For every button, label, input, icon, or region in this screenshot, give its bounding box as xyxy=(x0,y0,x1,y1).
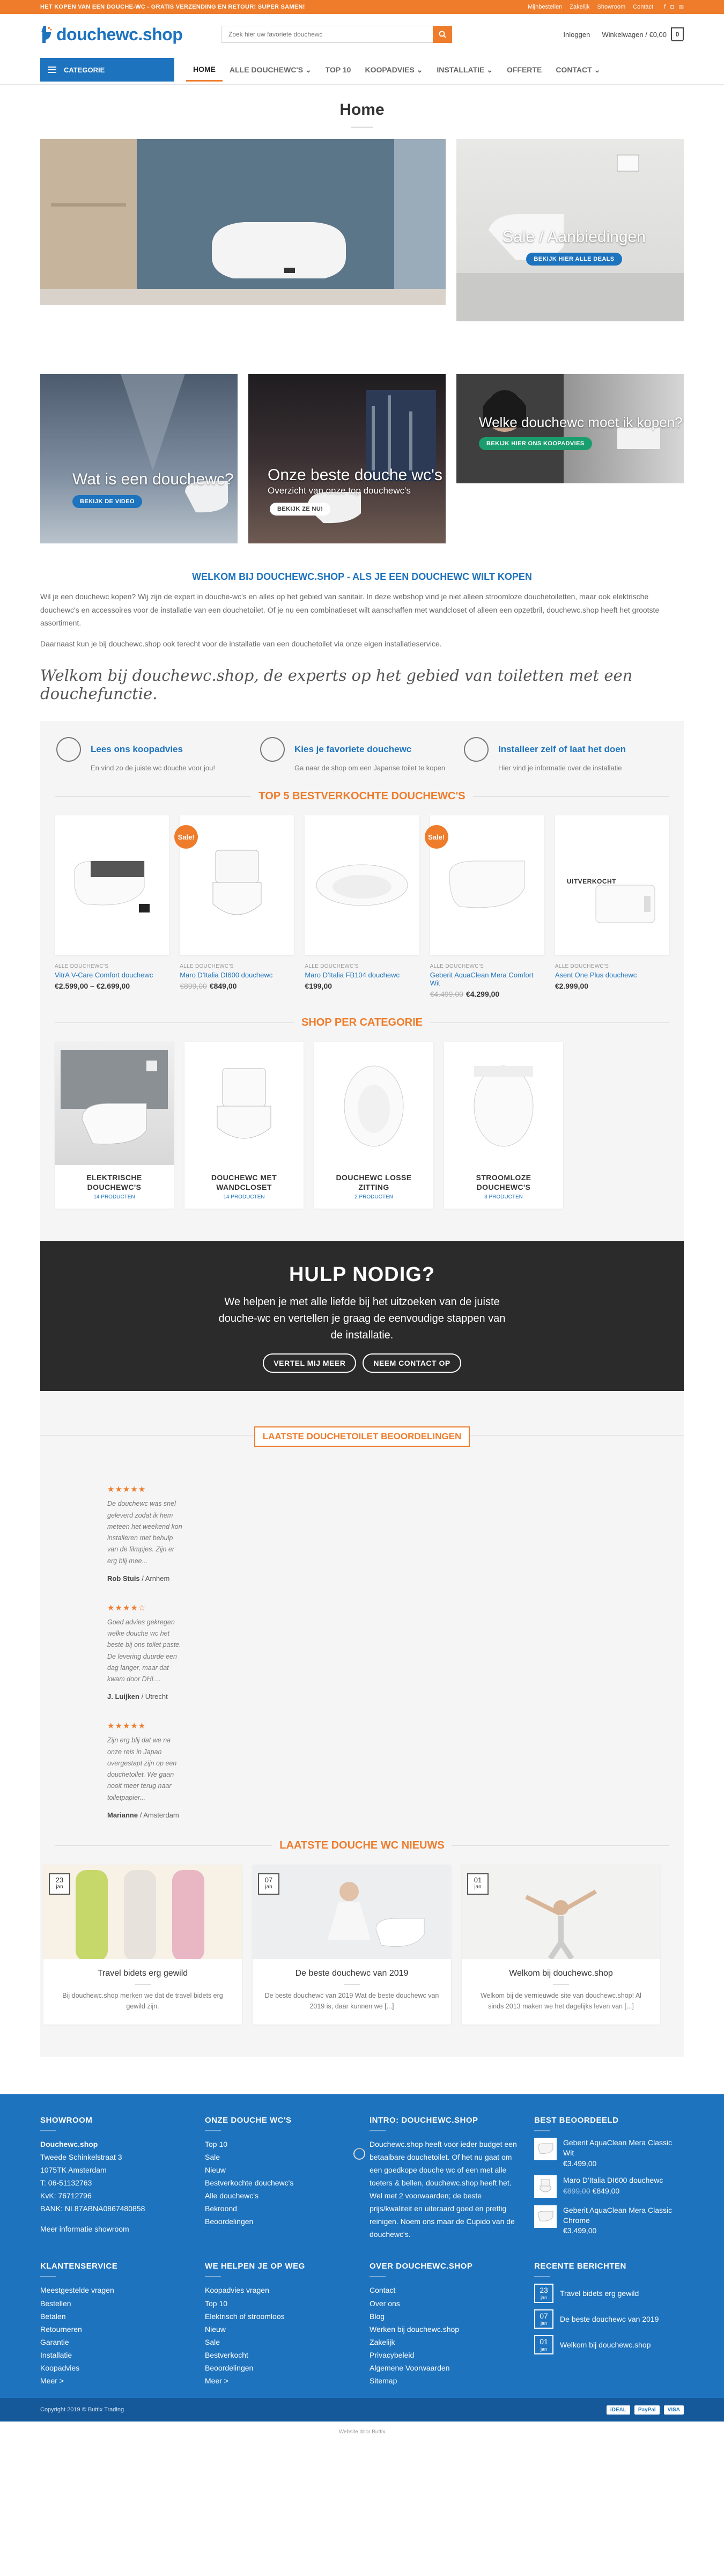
product-card[interactable] xyxy=(430,815,544,998)
payment-icons xyxy=(607,2405,684,2415)
category-image xyxy=(444,1042,563,1165)
feature-install[interactable] xyxy=(464,737,668,772)
new-price: €849,00 xyxy=(209,982,237,990)
nav-contact[interactable] xyxy=(549,58,607,82)
hero-main-image[interactable] xyxy=(40,139,446,305)
review-item xyxy=(107,1603,182,1701)
nav-home[interactable]: HOME xyxy=(186,58,223,82)
chevron-down-icon: ⌄ xyxy=(594,65,601,74)
footer-link[interactable]: Sale xyxy=(205,2337,220,2346)
review-author: J. Luijken xyxy=(107,1692,139,1701)
copyright-text: Copyright 2019 © Buttix Trading xyxy=(40,2406,124,2413)
woman-toilet-photo xyxy=(253,1865,451,1959)
footer xyxy=(0,2094,724,2398)
footer-link[interactable]: Beoordelingen xyxy=(205,2363,254,2372)
footer-link[interactable]: Contact xyxy=(370,2286,396,2295)
star-rating: ★★★★☆ xyxy=(107,1603,146,1613)
footer-link[interactable]: Betalen xyxy=(40,2312,66,2321)
footer-text: KvK: 76712796 xyxy=(40,2191,92,2200)
sale-deals-button[interactable]: BEKIJK HIER ALLE DEALS xyxy=(526,253,622,266)
footer-showroom xyxy=(40,2116,189,2243)
category-count: 3 PRODUCTEN xyxy=(484,1194,523,1201)
news-image xyxy=(43,1865,242,1959)
footer-link[interactable]: Garantie xyxy=(40,2337,69,2346)
footer-heading: KLANTENSERVICE xyxy=(40,2262,118,2271)
product-image[interactable] xyxy=(555,815,669,955)
news-month: jan xyxy=(56,1884,63,1890)
intro-section xyxy=(40,571,684,703)
post-title: De beste douchewc van 2019 xyxy=(560,2315,659,2324)
feature-title: Installeer zelf of laat het doen xyxy=(498,744,626,754)
hero-banners xyxy=(40,139,684,557)
category-count: 2 PRODUCTEN xyxy=(354,1194,393,1201)
review-place: / Utrecht xyxy=(139,1692,168,1701)
feature-advice[interactable] xyxy=(56,737,260,772)
old-price: €899,00 xyxy=(563,2186,590,2195)
product-price: €2.599,00 – €2.699,00 xyxy=(55,982,130,990)
news-day: 07 xyxy=(264,1875,273,1884)
nav-contact-label: CONTACT xyxy=(556,65,592,74)
nav-all-douchewcs[interactable] xyxy=(223,58,319,82)
toilet-image xyxy=(61,1050,168,1157)
footer-link[interactable]: Installatie xyxy=(40,2350,72,2359)
news-image xyxy=(462,1865,660,1959)
footer-about xyxy=(370,2262,518,2387)
footer-heading: INTRO: DOUCHEWC.SHOP xyxy=(370,2115,478,2125)
product-card[interactable] xyxy=(180,815,294,998)
contact-button[interactable]: NEEM CONTACT OP xyxy=(363,1353,461,1373)
circle-icon xyxy=(464,737,489,762)
nav-all-label: ALLE DOUCHEWC'S xyxy=(230,65,304,74)
tagline: Welkom bij douchewc.shop, de experts op het gebied van toiletten met een douchefunctie. xyxy=(40,666,633,703)
news-title[interactable]: De beste douchewc van 2019 xyxy=(295,1968,409,1978)
footer-link[interactable]: Alle douchewc's xyxy=(205,2191,258,2200)
post-day: 07 xyxy=(540,2312,548,2321)
reviews-list xyxy=(107,1484,182,1819)
review-author: Rob Stuis xyxy=(107,1574,140,1583)
footer-text: 1075TK Amsterdam xyxy=(40,2166,107,2175)
category-image xyxy=(314,1042,433,1165)
footer-intro xyxy=(370,2116,518,2243)
bestsellers-heading: TOP 5 BESTVERKOCHTE DOUCHEWC'S xyxy=(258,790,466,802)
post-date xyxy=(534,2309,553,2329)
feature-choose[interactable] xyxy=(260,737,464,772)
footer-best-rated xyxy=(534,2116,683,2243)
product-name[interactable]: Maro D'Italia DI600 douchewc xyxy=(180,971,273,979)
footer-product-name: Geberit AquaClean Mera Classic Wit xyxy=(563,2138,673,2157)
divider xyxy=(55,1845,272,1846)
email-icon[interactable]: ✉ xyxy=(678,4,684,11)
category-image xyxy=(184,1042,304,1165)
category-count: 14 PRODUCTEN xyxy=(223,1194,265,1201)
new-price: €4.299,00 xyxy=(466,990,500,998)
product-price: €2.999,00 xyxy=(555,982,589,990)
page-title: Home xyxy=(339,101,385,119)
footer-link[interactable]: Sitemap xyxy=(370,2376,397,2385)
footer-link[interactable]: Bekroond xyxy=(205,2204,237,2213)
footer-link[interactable]: Nieuw xyxy=(205,2324,226,2334)
product-grid xyxy=(55,815,669,998)
footer-product[interactable] xyxy=(534,2205,683,2235)
footer-link[interactable]: Meer > xyxy=(205,2376,228,2385)
footer-service xyxy=(40,2262,189,2387)
footer-link[interactable]: Algemene Voorwaarden xyxy=(370,2363,450,2372)
footer-heading: BEST BEOORDEELD xyxy=(534,2115,619,2125)
footer-text: BANK: NL87ABNA0867480858 xyxy=(40,2204,145,2213)
promo-text: HET KOPEN VAN EEN DOUCHE-WC - GRATIS VERZENDING EN RETOUR! SUPER SAMEN! xyxy=(40,4,305,10)
footer-product-name: Geberit AquaClean Mera Classic Chrome xyxy=(563,2205,673,2225)
news-date xyxy=(467,1873,489,1895)
menu-icon xyxy=(48,67,56,73)
intro-paragraph-2: Daarnaast kun je bij douchewc.shop ook terecht voor de installatie van een douchetoilet via onze eigen installatieservice. xyxy=(40,639,442,648)
review-item xyxy=(107,1484,182,1583)
feature-text: En vind zo de juiste wc douche voor jou! xyxy=(91,764,215,772)
footer-post[interactable] xyxy=(534,2335,683,2354)
footer-recent-posts xyxy=(534,2262,683,2387)
post-day: 01 xyxy=(540,2337,548,2346)
help-title: HULP NODIG? xyxy=(289,1263,435,1286)
post-month: jan xyxy=(540,2346,547,2352)
toilet-image xyxy=(439,848,535,923)
top-links xyxy=(528,4,684,11)
product-name[interactable]: Geberit AquaClean Mera Comfort Wit xyxy=(430,971,534,987)
grey-content-area xyxy=(40,721,684,2057)
footer-link[interactable]: Meestgestelde vragen xyxy=(40,2286,114,2295)
site-logo[interactable] xyxy=(40,25,196,45)
search-icon xyxy=(439,31,446,38)
top-link-showroom[interactable]: Showroom xyxy=(597,4,626,10)
cart-link[interactable] xyxy=(602,27,684,41)
toilet-seat-image xyxy=(564,880,660,933)
logo-text: douchewc.shop xyxy=(56,24,183,44)
news-date xyxy=(49,1873,70,1895)
footer-link[interactable]: Nieuw xyxy=(205,2166,226,2175)
news-excerpt: De beste douchewc van 2019 Wat de beste douchewc van 2019 is, daar kunnen we [...] xyxy=(264,1991,439,2010)
footer-link[interactable]: Beoordelingen xyxy=(205,2217,254,2226)
footer-link[interactable]: Retourneren xyxy=(40,2324,82,2334)
feature-text: Ga naar de shop om een Japanse toilet te kopen xyxy=(294,764,446,772)
toilet-seat-image xyxy=(334,1055,414,1152)
post-day: 23 xyxy=(540,2286,548,2295)
footer-link[interactable]: Top 10 xyxy=(205,2299,228,2308)
category-name: DOUCHEWC MET WANDCLOSET xyxy=(211,1173,277,1192)
menu xyxy=(186,58,607,82)
product-price xyxy=(180,982,294,990)
news-date xyxy=(258,1873,279,1895)
footer-link[interactable]: Koopadvies xyxy=(40,2363,80,2372)
category-card[interactable] xyxy=(184,1042,304,1209)
news-card[interactable] xyxy=(462,1865,660,2025)
footer-link[interactable]: Over ons xyxy=(370,2299,400,2308)
footer-link[interactable]: Werken bij douchewc.shop xyxy=(370,2324,460,2334)
title-divider xyxy=(351,127,373,128)
footer-link[interactable]: Koopadvies vragen xyxy=(205,2286,269,2295)
post-date xyxy=(534,2335,553,2354)
footer-link[interactable]: Privacybeleid xyxy=(370,2350,415,2359)
old-price: €899,00 xyxy=(180,982,207,990)
nav-koopadvies[interactable] xyxy=(358,58,430,82)
divider xyxy=(55,1022,294,1023)
footer-products xyxy=(205,2116,353,2243)
nav-installatie-label: INSTALLATIE xyxy=(437,65,485,74)
post-title: Travel bidets erg gewild xyxy=(560,2289,639,2298)
category-count: 14 PRODUCTEN xyxy=(93,1194,135,1201)
product-image[interactable] xyxy=(180,815,294,955)
header xyxy=(0,14,724,55)
what-video-button[interactable]: BEKIJK DE VIDEO xyxy=(72,495,142,508)
footer-link[interactable]: Bestverkocht xyxy=(205,2350,248,2359)
category-name: STROOMLOZE DOUCHEWC'S xyxy=(476,1173,531,1192)
footer-link[interactable]: Top 10 xyxy=(205,2139,228,2148)
feature-title: Lees ons koopadvies xyxy=(91,744,183,754)
search-input[interactable] xyxy=(221,26,433,43)
facebook-icon[interactable]: f xyxy=(664,3,666,10)
top-link-contact[interactable]: Contact xyxy=(633,4,654,10)
footer-heading: OVER DOUCHEWC.SHOP xyxy=(370,2262,473,2271)
nav-offerte[interactable]: OFFERTE xyxy=(506,65,542,74)
footer-link[interactable]: Bestellen xyxy=(40,2299,71,2308)
footer-link[interactable]: Meer > xyxy=(40,2376,64,2385)
product-category: ALLE DOUCHEWC'S xyxy=(55,963,109,969)
post-month: jan xyxy=(540,2295,547,2301)
product-name[interactable]: Maro D'Italia FB104 douchewc xyxy=(305,971,400,979)
social-icons xyxy=(664,4,684,11)
product-price: €199,00 xyxy=(305,982,333,990)
credit-text: Website door Buttix xyxy=(338,2429,386,2435)
footer-product[interactable] xyxy=(534,2175,683,2198)
hero-best-tile[interactable] xyxy=(248,374,446,543)
product-card[interactable] xyxy=(555,815,669,998)
category-card[interactable] xyxy=(55,1042,174,1209)
category-name: DOUCHEWC LOSSE ZITTING xyxy=(336,1173,412,1192)
sale-title: Sale / Aanbiedingen xyxy=(503,228,646,246)
news-day: 23 xyxy=(55,1875,64,1884)
intro-heading: WELKOM BIJ DOUCHEWC.SHOP - ALS JE EEN DOUCHEWC WILT KOPEN xyxy=(192,571,532,582)
product-card[interactable] xyxy=(305,815,419,998)
woman-stretching-photo xyxy=(462,1865,660,1959)
product-thumb xyxy=(534,2205,557,2228)
product-category: ALLE DOUCHEWC'S xyxy=(305,963,359,969)
product-price xyxy=(430,990,544,998)
review-place: / Amsterdam xyxy=(138,1810,179,1819)
header-account xyxy=(563,27,684,41)
divider xyxy=(452,1845,669,1846)
footer-link[interactable]: Meer informatie showroom xyxy=(40,2225,129,2234)
what-title: Wat is een douchewc? xyxy=(72,470,234,488)
review-author: Marianne xyxy=(107,1810,138,1819)
best-title: Onze beste douche wc's xyxy=(268,466,442,484)
news-excerpt: Bij douchewc.shop merken we dat de travel bidets erg gewild zijn. xyxy=(62,1991,223,2010)
news-card[interactable] xyxy=(253,1865,451,2025)
categories-heading: SHOP PER CATEGORIE xyxy=(301,1017,423,1028)
toilet-seat-image xyxy=(463,1055,544,1152)
news-grid xyxy=(40,1865,684,2025)
product-name[interactable]: VitrA V-Care Comfort douchewc xyxy=(55,971,153,979)
feature-title: Kies je favoriete douchewc xyxy=(294,744,412,754)
top-link-business[interactable]: Zakelijk xyxy=(570,4,590,10)
feature-text: Hier vind je informatie over de installatie xyxy=(498,764,622,772)
bestsellers-header xyxy=(55,790,669,803)
instagram-icon[interactable]: ◘ xyxy=(670,3,674,10)
footer-row-1 xyxy=(40,2116,684,2243)
chevron-down-icon: ⌄ xyxy=(486,65,493,74)
footer-product[interactable] xyxy=(534,2138,683,2168)
nav-installatie[interactable] xyxy=(430,58,500,82)
reviews-header xyxy=(40,1426,684,1447)
footer-text: Douchewc.shop heeft voor ieder budget een betaalbare douchetoilet. Of het nu gaat om een goedkope douche wc of een met alle toeters & bellen, douchewc.shop heeft het. Wel met 2 voorwaarden; de beste prijs/kwaliteit en uiteraard goed en prettig reinigen. Noem ons maar de Cupido van de douchewc's. xyxy=(370,2139,517,2239)
footer-product-price: €3.499,00 xyxy=(563,2159,597,2168)
hero-which-tile[interactable] xyxy=(456,374,684,483)
divider xyxy=(55,796,251,797)
best-subtitle: Overzicht van onze top douchewc's xyxy=(268,485,411,496)
sale-badge: Sale! xyxy=(174,825,198,849)
product-category: ALLE DOUCHEWC'S xyxy=(180,963,234,969)
footer-text: T: 06-51132763 xyxy=(40,2178,92,2188)
best-photo xyxy=(248,374,446,543)
top-bar xyxy=(0,0,724,14)
features-row xyxy=(40,732,684,772)
footer-link[interactable]: Bestverkochte douchewc's xyxy=(205,2178,294,2188)
product-category: ALLE DOUCHEWC'S xyxy=(555,963,609,969)
best-see-button[interactable]: BEKIJK ZE NU! xyxy=(270,503,330,516)
footer-link[interactable]: Zakelijk xyxy=(370,2337,395,2346)
review-text: Goed advies gekregen welke douche wc het beste bij ons toilet paste. De levering duurde een dag langer, maar dat kwam door DHL... xyxy=(107,1618,181,1683)
old-price: €4.499,00 xyxy=(430,990,463,998)
logo-toilet-icon xyxy=(40,25,53,44)
news-title[interactable]: Welkom bij douchewc.shop xyxy=(509,1968,613,1978)
product-image[interactable] xyxy=(430,815,544,955)
post-month: jan xyxy=(540,2321,547,2327)
news-image xyxy=(253,1865,451,1959)
footer-link[interactable]: Elektrisch of stroomloos xyxy=(205,2312,285,2321)
product-image[interactable] xyxy=(305,815,419,955)
nav-top10[interactable]: TOP 10 xyxy=(325,65,351,74)
which-advice-button[interactable]: BEKIJK HIER ONS KOOPADVIES xyxy=(479,437,592,450)
help-text: We helpen je met alle liefde bij het uitzoeken van de juiste douche-wc en vertellen je graag de eenvoudige stappen van de installatie. xyxy=(218,1296,506,1342)
footer-link[interactable]: Blog xyxy=(370,2312,385,2321)
cart-count: 0 xyxy=(671,27,684,41)
categories-header xyxy=(55,1017,669,1029)
toilet-image xyxy=(200,840,275,931)
footer-heading: ONZE DOUCHE WC'S xyxy=(205,2115,292,2125)
product-category: ALLE DOUCHEWC'S xyxy=(430,963,484,969)
sale-badge: Sale! xyxy=(425,825,448,849)
star-rating: ★★★★★ xyxy=(107,1485,146,1495)
footer-heading: SHOWROOM xyxy=(40,2115,93,2125)
hero-what-tile[interactable] xyxy=(40,374,238,543)
main-nav xyxy=(0,55,724,85)
footer-heading: RECENTE BERICHTEN xyxy=(534,2262,626,2271)
intro-paragraph-1: Wil je een douchewc kopen? Wij zijn de expert in douche-wc's en alles op het gebied van sanitair. In deze webshop vind je niet alleen stroomloze douchetoiletten, maar ook elektrische douchewc's en accessoires voor de installatie van een douchetoilet. Of je nu een combinatieset wilt aanschaffen met wandcloset of alleen een opzetbril, douchewc.shop heeft het grootste assortiment. xyxy=(40,592,660,627)
hero-sale-tile[interactable] xyxy=(456,139,684,321)
category-menu-label: CATEGORIE xyxy=(64,65,105,74)
review-item xyxy=(107,1721,182,1819)
post-title: Welkom bij douchewc.shop xyxy=(560,2341,651,2350)
news-month: jan xyxy=(474,1884,482,1890)
news-card[interactable] xyxy=(43,1865,242,2025)
news-title[interactable]: Travel bidets erg gewild xyxy=(97,1968,188,1978)
footer-heading: WE HELPEN JE OP WEG xyxy=(205,2262,305,2271)
search-form xyxy=(221,26,452,43)
footer-help xyxy=(205,2262,353,2387)
chevron-down-icon: ⌄ xyxy=(416,65,423,74)
reviews-heading: LAATSTE DOUCHETOILET BEOORDELINGEN xyxy=(254,1426,470,1447)
review-place: / Arnhem xyxy=(139,1574,170,1583)
product-image[interactable] xyxy=(55,815,169,955)
circle-icon xyxy=(260,737,285,762)
footer-text: Douchewc.shop xyxy=(40,2139,98,2148)
nav-koopadvies-label: KOOPADVIES xyxy=(365,65,415,74)
bathroom-photo xyxy=(40,139,446,305)
review-text: Zijn erg blij dat we na onze reis in Japan overgestapt zijn op een douchetoilet. We gaan nooit meer terug naar toiletpapier... xyxy=(107,1736,177,1801)
login-link[interactable]: Inloggen xyxy=(563,30,590,39)
divider xyxy=(473,796,669,797)
product-name[interactable]: Asent One Plus douchewc xyxy=(555,971,637,979)
toilet-image xyxy=(201,1058,287,1149)
news-day: 01 xyxy=(474,1875,482,1884)
news-excerpt: Welkom bij de vernieuwde site van douchewc.shop! Al sinds 2013 maken we het dagelijks leven van [...] xyxy=(481,1991,641,2010)
post-date xyxy=(534,2284,553,2303)
footer-row-2 xyxy=(40,2262,684,2387)
what-photo xyxy=(40,374,238,543)
which-title: Welke douchewc moet ik kopen? xyxy=(479,414,683,430)
search-button[interactable] xyxy=(433,26,452,43)
footer-text: Tweede Schinkelstraat 3 xyxy=(40,2152,122,2161)
category-card[interactable] xyxy=(444,1042,563,1209)
footer-link[interactable]: Sale xyxy=(205,2152,220,2161)
review-text: De douchewc was snel geleverd zodat ik hem meteen het weekend kon installeren met behulp van de filmpjes. Zijn er erg blij mee... xyxy=(107,1500,182,1565)
divider xyxy=(430,1022,669,1023)
footer-product-price: €849,00 xyxy=(592,2186,620,2195)
category-name: ELEKTRISCHE DOUCHEWC'S xyxy=(86,1173,142,1192)
category-card[interactable] xyxy=(314,1042,433,1209)
visa-icon: VISA xyxy=(664,2405,684,2415)
footer-post[interactable] xyxy=(534,2284,683,2303)
sold-out-label: UITVERKOCHT xyxy=(566,878,616,885)
toilet-seat-image xyxy=(311,856,413,915)
tell-more-button[interactable]: VERTEL MIJ MEER xyxy=(263,1353,356,1373)
star-rating: ★★★★★ xyxy=(107,1721,146,1731)
product-thumb xyxy=(534,2138,557,2160)
help-banner xyxy=(40,1241,684,1391)
top-link-orders[interactable]: Mijnbestellen xyxy=(528,4,563,10)
paypal-icon: PayPal xyxy=(634,2405,660,2415)
toilet-image xyxy=(64,845,160,925)
chevron-down-icon: ⌄ xyxy=(305,65,312,74)
product-card[interactable] xyxy=(55,815,169,998)
category-image xyxy=(55,1042,174,1165)
news-heading: LAATSTE DOUCHE WC NIEUWS xyxy=(279,1839,445,1851)
footer-product-price: €3.499,00 xyxy=(563,2226,597,2235)
footer-product-name: Maro D'Italia DI600 douchewc xyxy=(563,2175,663,2184)
category-menu-button[interactable] xyxy=(40,58,174,82)
product-thumb xyxy=(534,2175,557,2198)
copyright-bar xyxy=(0,2398,724,2422)
cart-label: Winkelwagen / €0,00 xyxy=(602,30,667,39)
travel-bidets-photo xyxy=(43,1865,242,1959)
circle-icon xyxy=(56,737,81,762)
news-header xyxy=(55,1839,669,1852)
ideal-icon: iDEAL xyxy=(607,2405,630,2415)
news-month: jan xyxy=(265,1884,272,1890)
footer-post[interactable] xyxy=(534,2309,683,2329)
category-grid xyxy=(55,1042,669,1209)
